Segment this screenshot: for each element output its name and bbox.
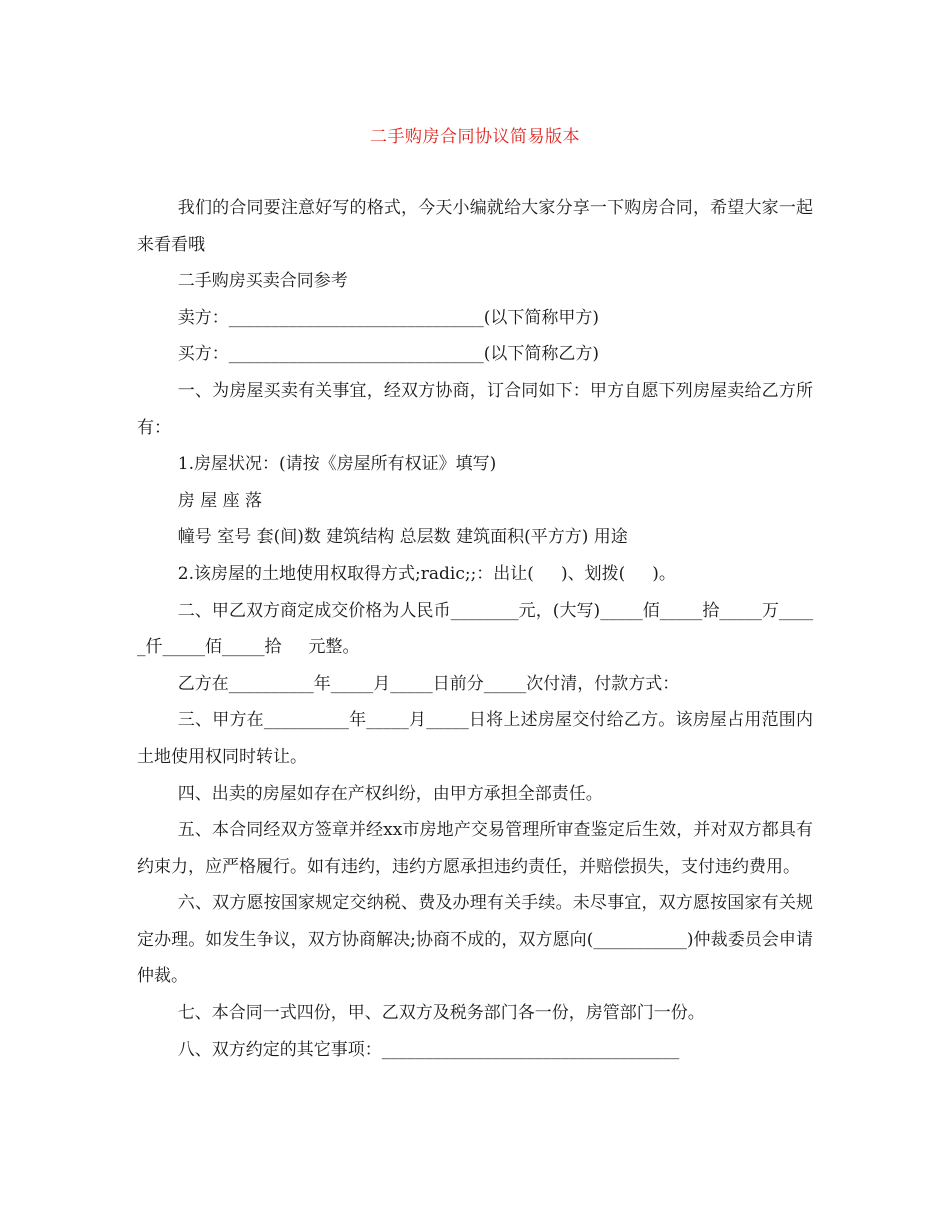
intro-paragraph: 我们的合同要注意好写的格式，今天小编就给大家分享一下购房合同，希望大家一起来看看哦 <box>137 198 813 255</box>
buyer-line: 买方：______________________________(以下简称乙方) <box>177 344 600 365</box>
document-body <box>137 190 813 1068</box>
house-status-line: 1.房屋状况：(请按《房屋所有权证》填写) <box>177 454 497 475</box>
document-title: 二手购房合同协议简易版本 <box>370 127 580 147</box>
contract-heading: 二手购房买卖合同参考 <box>177 271 348 292</box>
payment-line: 乙方在__________年_____月_____日前分_____次付清，付款方式： <box>177 673 680 694</box>
house-fields-line: 幢号 室号 套(间)数 建筑结构 总层数 建筑面积(平方方) 用途 <box>177 527 628 548</box>
house-location-line: 房 屋 座 落 <box>177 490 263 511</box>
clause-7: 七、本合同一式四份，甲、乙双方及税务部门各一份，房管部门一份。 <box>177 1003 705 1024</box>
clause-4: 四、出卖的房屋如存在产权纠纷，由甲方承担全部责任。 <box>177 783 603 804</box>
clause-3: 三、甲方在__________年_____月_____日将上述房屋交付给乙方。该房屋占用范围内土地使用权同时转让。 <box>137 710 813 767</box>
clause-5: 五、本合同经双方签章并经xx市房地产交易管理所审查鉴定后生效，并对双方都具有约束力，应严格履行。如有违约，违约方愿承担违约责任，并赔偿损失，支付违约费用。 <box>137 820 813 877</box>
clause-6: 六、双方愿按国家规定交纳税、费及办理有关手续。未尽事宜，双方愿按国家有关规定办理。如发生争议，双方协商解决;协商不成的，双方愿向(___________)仲裁委员会申请仲裁。 <box>137 893 813 987</box>
clause-8: 八、双方约定的其它事项：___________________________________ <box>177 1039 680 1060</box>
clause-1: 一、为房屋买卖有关事宜，经双方协商，订合同如下：甲方自愿下列房屋卖给乙方所有： <box>137 380 813 438</box>
clause-2: 二、甲乙双方商定成交价格为人民币________元，(大写)_____佰_____拾_____万_____仟_____佰_____拾 元整。 <box>137 600 813 658</box>
seller-line: 卖方：______________________________(以下简称甲方) <box>177 307 600 328</box>
land-use-line: 2.该房屋的土地使用权取得方式;radic;;：出让( )、划拨( )。 <box>177 563 676 584</box>
